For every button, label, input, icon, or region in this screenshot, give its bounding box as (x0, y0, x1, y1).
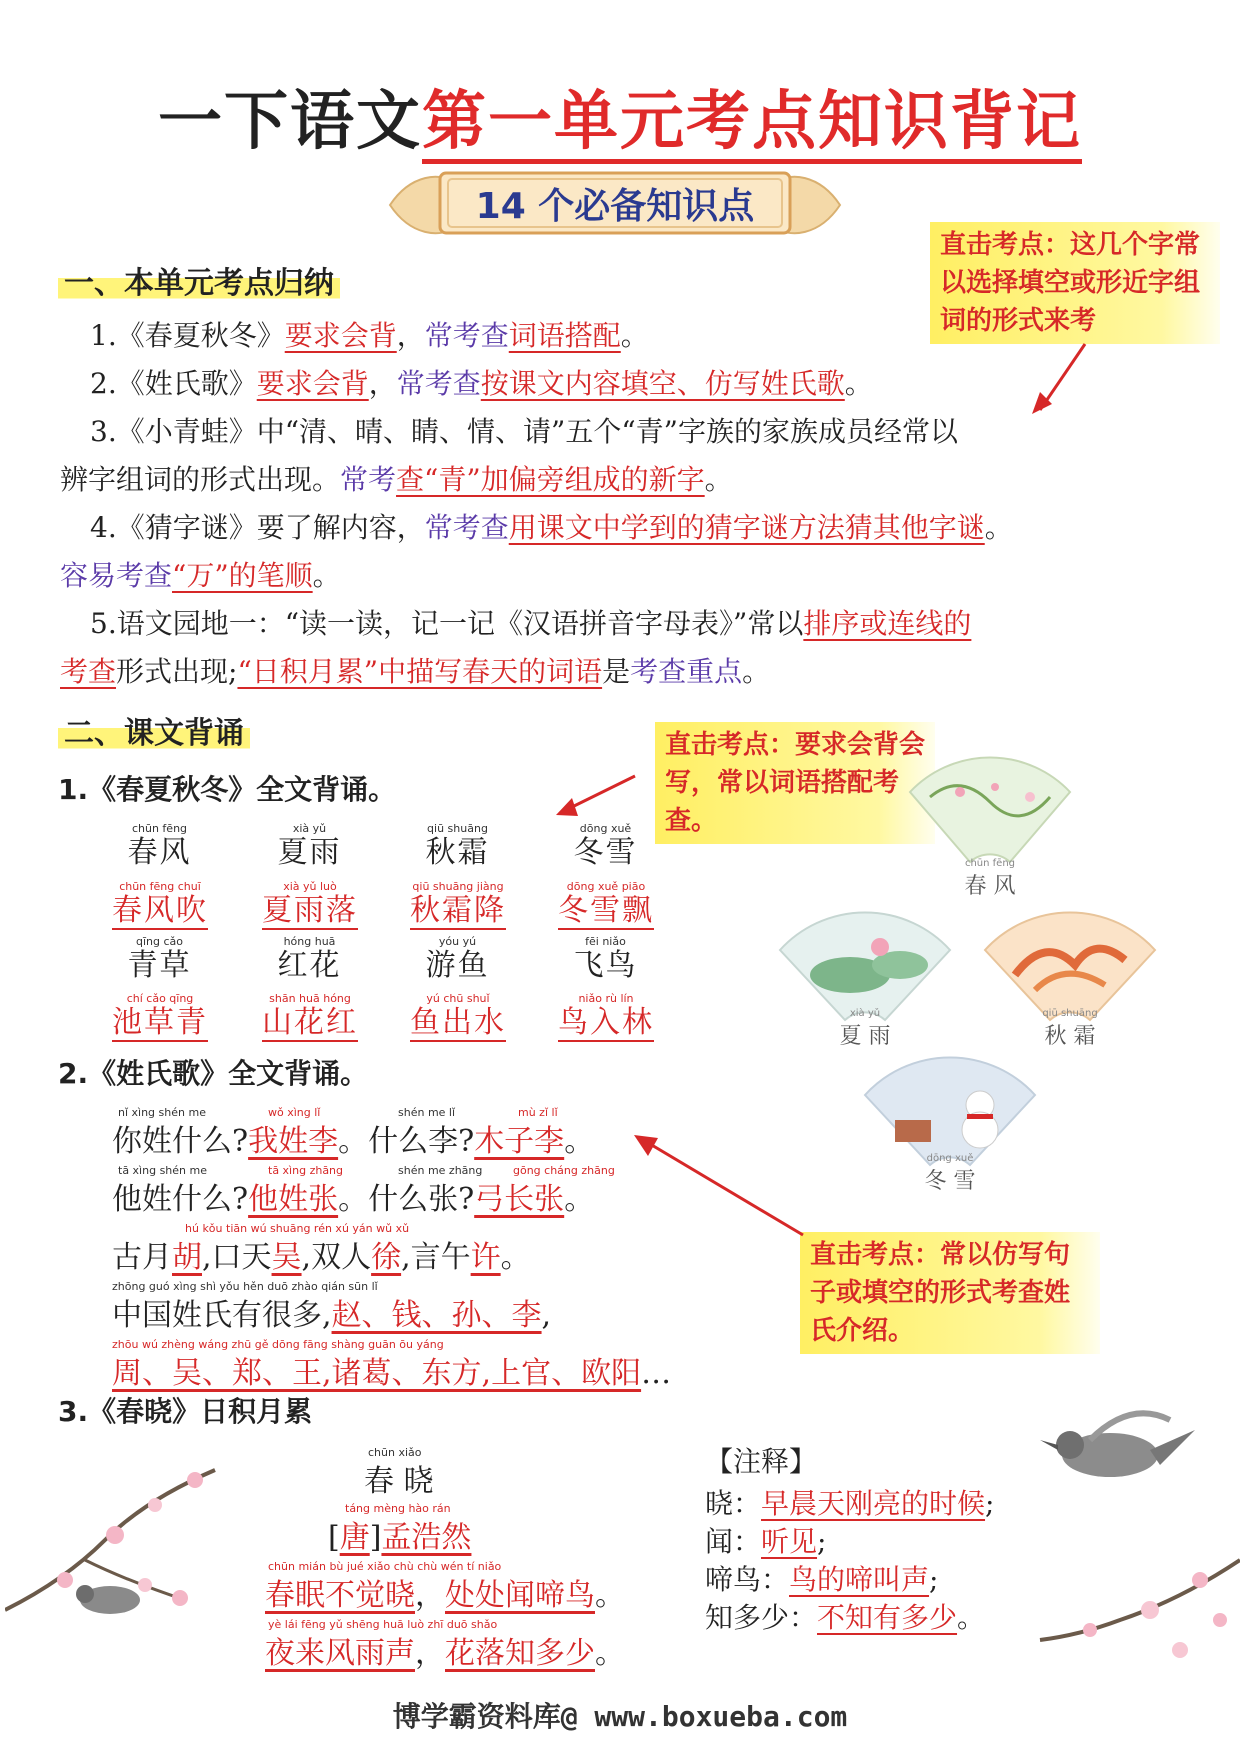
item-1 (90, 312, 649, 360)
fan-spring-pinyin: chūn fēng (964, 858, 1016, 869)
word-hanzi: 冬雪 (573, 835, 638, 870)
poem2-l3-h: 许 (470, 1240, 501, 1275)
word-pinyin: qiū shuāng (427, 822, 488, 835)
poem2-l3-d: 吴 (271, 1240, 302, 1275)
poem2-l1-b: 我姓李 (248, 1124, 339, 1159)
item5-text: 5.语文园地一：“读一读，记一记《汉语拼音字母表》”常以 (90, 607, 804, 640)
item4-end: 。 (984, 511, 1013, 544)
word-hanzi: 夏雨 (277, 835, 342, 870)
word-5 (262, 880, 358, 930)
word-4 (112, 880, 208, 930)
word-hanzi: 夏雨落 (262, 893, 358, 928)
poem2-l1-pinyin-d: mù zǐ lǐ (518, 1106, 558, 1119)
note4-key: 知多少： (705, 1601, 818, 1634)
item-5-line1 (90, 600, 971, 648)
word-pinyin: fēi niǎo (585, 935, 626, 948)
word-7 (558, 880, 654, 930)
sub-heading-3: 3.《春晓》日积月累 (58, 1395, 313, 1428)
item4-exam2: 容易考查 (60, 559, 173, 592)
arrow-1 (1020, 340, 1100, 420)
item-4-line1 (90, 504, 1013, 552)
item5-point3: “日积月累”中描写春天的词语 (237, 655, 603, 688)
item5-end: 。 (742, 655, 771, 688)
poem2-l5-a: 周、吴、郑、王,诸葛、东方,上官、欧阳 (112, 1356, 642, 1391)
fan-spring-label: 春 风 (964, 874, 1016, 899)
item4-end2: 。 (312, 559, 341, 592)
poem3-author: [唐]孟浩然 (328, 1520, 472, 1555)
sub-heading-1: 1.《春夏秋冬》全文背诵。 (58, 773, 397, 806)
poem3-l2-d: 。 (595, 1636, 625, 1671)
word-11 (558, 935, 653, 983)
note4-val: 不知有多少 (817, 1601, 958, 1634)
fan-winter-pinyin: dōng xuě (926, 1153, 974, 1164)
word-pinyin: shān huā hóng (269, 992, 351, 1005)
poem3-l1-c: 处处闻啼鸟 (445, 1578, 595, 1613)
poem2-l2-c: 。什么张? (338, 1182, 475, 1217)
fan-autumn-label: 秋 霜 (1044, 1024, 1096, 1049)
item5-point2: 考查 (60, 655, 117, 688)
item1-point: 词语搭配 (508, 319, 621, 352)
item4-text: 4.《猜字谜》要了解内容， (90, 511, 425, 544)
poem2-l1-a: 你姓什么? (112, 1124, 249, 1159)
note1-end: ; (985, 1487, 995, 1520)
word-13 (262, 992, 358, 1042)
word-hanzi: 鸟入林 (558, 1005, 654, 1040)
note3-end: ; (929, 1563, 939, 1596)
note3-val: 鸟的啼叫声 (789, 1563, 930, 1596)
word-6 (410, 880, 506, 930)
item3-end: 。 (704, 463, 733, 496)
item-4-line2 (60, 552, 341, 600)
word-1 (262, 822, 357, 870)
poem2-l2-pinyin-d: gōng cháng zhāng (513, 1164, 615, 1177)
blossom-branch-right (1030, 1520, 1240, 1670)
poem3-line1 (265, 1570, 625, 1614)
fan-autumn-pinyin: qiū shuāng (1042, 1008, 1098, 1019)
poem2-l3-a: 古月 (112, 1240, 172, 1275)
poem2-l3-e: ,双人 (301, 1240, 372, 1275)
section2-heading: 二、课文背诵 (58, 708, 250, 752)
note-4 (705, 1594, 985, 1642)
poem3-l2-a: 夜来风雨声 (265, 1636, 415, 1671)
poem2-l3-pinyin: hú kǒu tiān wú shuāng rén xú yán wǔ xǔ (185, 1222, 410, 1235)
note2-val: 听见 (761, 1525, 818, 1558)
poem2-l2-pinyin-b: tā xìng zhāng (268, 1164, 344, 1177)
notes-heading: 【注释】 (705, 1445, 818, 1478)
word-pinyin: dōng xuě piāo (566, 880, 646, 893)
footer-watermark: 博学霸资料库@ www.boxueba.com (392, 1700, 848, 1733)
poem2-l4-pinyin: zhōng guó xìng shì yǒu hěn duō zhào qián sūn lǐ (112, 1280, 378, 1293)
item3-point: 查“青”加偏旁组成的新字 (396, 463, 705, 496)
poem2-l3-b: 胡 (172, 1240, 202, 1275)
word-pinyin: xià yǔ (292, 822, 327, 835)
fan-winter-caption (885, 1153, 1015, 1195)
note1-key: 晓： (705, 1487, 762, 1520)
page-title (0, 70, 1240, 162)
word-hanzi: 春风 (127, 835, 192, 870)
item2-end: 。 (844, 367, 873, 400)
poem3-l2-b: ， (415, 1636, 445, 1671)
poem2-l2-pinyin-a: tā xìng shén me (118, 1164, 207, 1177)
poem3-l1-d: 。 (595, 1578, 625, 1613)
fan-spring-caption (920, 858, 1060, 900)
item5-point: 排序或连线的 (803, 607, 972, 640)
note1-val: 早晨天刚亮的时候 (761, 1487, 986, 1520)
item4-point: 用课文中学到的猜字谜方法猜其他字谜 (508, 511, 985, 544)
fan-winter-label: 冬 雪 (924, 1169, 976, 1194)
poem2-line2 (112, 1174, 594, 1218)
word-pinyin: hóng huā (283, 935, 336, 948)
poem2-l2-d: 弓长张 (474, 1182, 565, 1217)
fan-summer-caption (800, 1008, 930, 1050)
item1-exam: 常考查 (424, 319, 509, 352)
poem2-l5-b: … (641, 1356, 672, 1391)
poem2-l1-pinyin-c: shén me lǐ (398, 1106, 456, 1119)
item2-req: 要求会背 (256, 367, 369, 400)
poem2-l1-pinyin-b: wǒ xìng lǐ (268, 1106, 321, 1119)
word-10 (410, 935, 505, 983)
item2-point: 按课文内容填空、仿写姓氏歌 (480, 367, 845, 400)
item-5-line2 (60, 648, 770, 696)
fan-spring (900, 752, 1080, 872)
poem2-l2-a: 他姓什么? (112, 1182, 249, 1217)
poem3-dynasty: 唐 (339, 1520, 370, 1555)
item2-title: 2.《姓氏歌》 (90, 367, 257, 400)
word-hanzi: 青草 (127, 948, 192, 983)
word-hanzi: 红花 (277, 948, 342, 983)
fan-summer-pinyin: xià yǔ (849, 1008, 881, 1019)
poem3-author-name: 孟浩然 (381, 1520, 472, 1555)
poem2-l3-c: ,口天 (202, 1240, 272, 1275)
bird-right (1030, 1400, 1200, 1510)
title-part2: 第一单元考点知识背记 (422, 85, 1082, 164)
word-0 (112, 822, 207, 870)
poem2-line1 (112, 1116, 594, 1160)
section1-heading: 一、本单元考点归纳 (58, 258, 340, 302)
poem2-line4 (112, 1290, 551, 1334)
poem2-l3-i: 。 (500, 1240, 531, 1275)
word-pinyin: chí cǎo qīng (126, 992, 194, 1005)
poem3-author-pinyin: táng mèng hào rán (345, 1502, 451, 1515)
word-12 (112, 992, 208, 1042)
word-pinyin: niǎo rù lín (578, 992, 634, 1005)
poem2-l4-c: , (541, 1298, 552, 1333)
item2-exam: 常考查 (396, 367, 481, 400)
fan-autumn-caption (1005, 1008, 1135, 1050)
item5-focus: 考查重点 (630, 655, 743, 688)
poem2-l1-c: 。什么李? (338, 1124, 475, 1159)
item1-req: 要求会背 (284, 319, 397, 352)
fan-summer-label: 夏 雨 (839, 1024, 891, 1049)
word-pinyin: yóu yú (438, 935, 477, 948)
title-part1: 一下语文 (158, 85, 422, 159)
word-hanzi: 游鱼 (425, 948, 490, 983)
item-3-line2 (60, 456, 733, 504)
item5-text3: 是 (602, 655, 631, 688)
word-pinyin: qiū shuāng jiàng (412, 880, 504, 893)
poem2-l3-g: ,言午 (401, 1240, 471, 1275)
word-14 (410, 992, 506, 1042)
word-hanzi: 鱼出水 (410, 1005, 506, 1040)
item3-exam: 常考 (340, 463, 397, 496)
word-pinyin: chūn fēng (131, 822, 188, 835)
word-pinyin: chūn fēng chuī (119, 880, 201, 893)
word-9 (262, 935, 357, 983)
item1-comma: ， (396, 319, 425, 352)
poem2-l3-f: 徐 (371, 1240, 402, 1275)
item2-comma: ， (368, 367, 397, 400)
poem2-l1-d: 木子李 (474, 1124, 565, 1159)
item1-end: 。 (620, 319, 649, 352)
word-pinyin: dōng xuě (579, 822, 632, 835)
word-15 (558, 992, 654, 1042)
word-hanzi: 春风吹 (112, 893, 208, 928)
word-pinyin: yú chū shuǐ (426, 992, 490, 1005)
poem3-l2-c: 花落知多少 (445, 1636, 595, 1671)
word-hanzi: 冬雪飘 (558, 893, 654, 928)
poem2-l5-pinyin: zhōu wú zhèng wáng zhū gě dōng fāng shàng guān ōu yáng (112, 1338, 444, 1351)
callout-1: 直击考点：这几个字常以选择填空或形近字组词的形式来考 (930, 222, 1220, 344)
word-hanzi: 飞鸟 (573, 948, 638, 983)
poem2-l4-b: 赵、钱、孙、李 (331, 1298, 542, 1333)
item4-exam: 常考查 (424, 511, 509, 544)
word-pinyin: qīng cǎo (135, 935, 183, 948)
word-hanzi: 山花红 (262, 1005, 358, 1040)
poem3-l1-pinyin: chūn mián bù jué xiǎo chù chù wén tí niǎo (268, 1560, 502, 1573)
poem3-l1-b: ， (415, 1578, 445, 1613)
poem3-l1-a: 春眠不觉晓 (265, 1578, 415, 1613)
item5-text2: 形式出现; (116, 655, 238, 688)
word-8 (112, 935, 207, 983)
item3-text2: 辨字组词的形式出现。 (60, 463, 341, 496)
poem3-l2-pinyin: yè lái fēng yǔ shēng huā luò zhī duō shǎo (268, 1618, 498, 1631)
poem2-l2-pinyin-c: shén me zhāng (398, 1164, 483, 1177)
note2-key: 闻： (705, 1525, 762, 1558)
word-hanzi: 池草青 (112, 1005, 208, 1040)
note3-key: 啼鸟： (705, 1563, 790, 1596)
poem2-l1-pinyin-a: nǐ xìng shén me (118, 1106, 206, 1119)
poem2-l2-e: 。 (564, 1182, 595, 1217)
poem2-l4-a: 中国姓氏有很多, (112, 1298, 332, 1333)
word-2 (410, 822, 505, 870)
word-3 (558, 822, 653, 870)
item1-title: 1.《春夏秋冬》 (90, 319, 285, 352)
poem2-l1-e: 。 (564, 1124, 595, 1159)
callout-3: 直击考点：常以仿写句子或填空的形式考查姓氏介绍。 (800, 1232, 1100, 1354)
callout-2: 直击考点：要求会背会写，常以词语搭配考查。 (655, 722, 935, 844)
poem3-title: 春 晓 (364, 1464, 434, 1499)
sub-heading-2: 2.《姓氏歌》全文背诵。 (58, 1057, 369, 1090)
word-pinyin: xià yǔ luò (283, 880, 337, 893)
poem2-line3 (112, 1232, 531, 1276)
word-hanzi: 秋霜降 (410, 893, 506, 928)
poem3-line2 (265, 1628, 625, 1672)
word-hanzi: 秋霜 (425, 835, 490, 870)
arrow-2 (550, 770, 640, 820)
blossom-branch-left (5, 1450, 235, 1650)
poem3-title-pinyin: chūn xiǎo (368, 1446, 422, 1459)
note2-end: ; (817, 1525, 827, 1558)
poem2-l2-b: 他姓张 (248, 1182, 339, 1217)
arrow-3 (628, 1130, 808, 1240)
item3-text: 3.《小青蛙》中“清、晴、睛、情、请”五个“青”字族的家族成员经常以 (90, 415, 958, 448)
item4-point2: “万”的笔顺 (172, 559, 313, 592)
poem2-line5 (112, 1348, 671, 1392)
banner-label: 14 个必备知识点 (475, 186, 755, 227)
item-2 (90, 360, 873, 408)
note4-end: 。 (957, 1601, 986, 1634)
item-3-line1 (90, 408, 958, 456)
